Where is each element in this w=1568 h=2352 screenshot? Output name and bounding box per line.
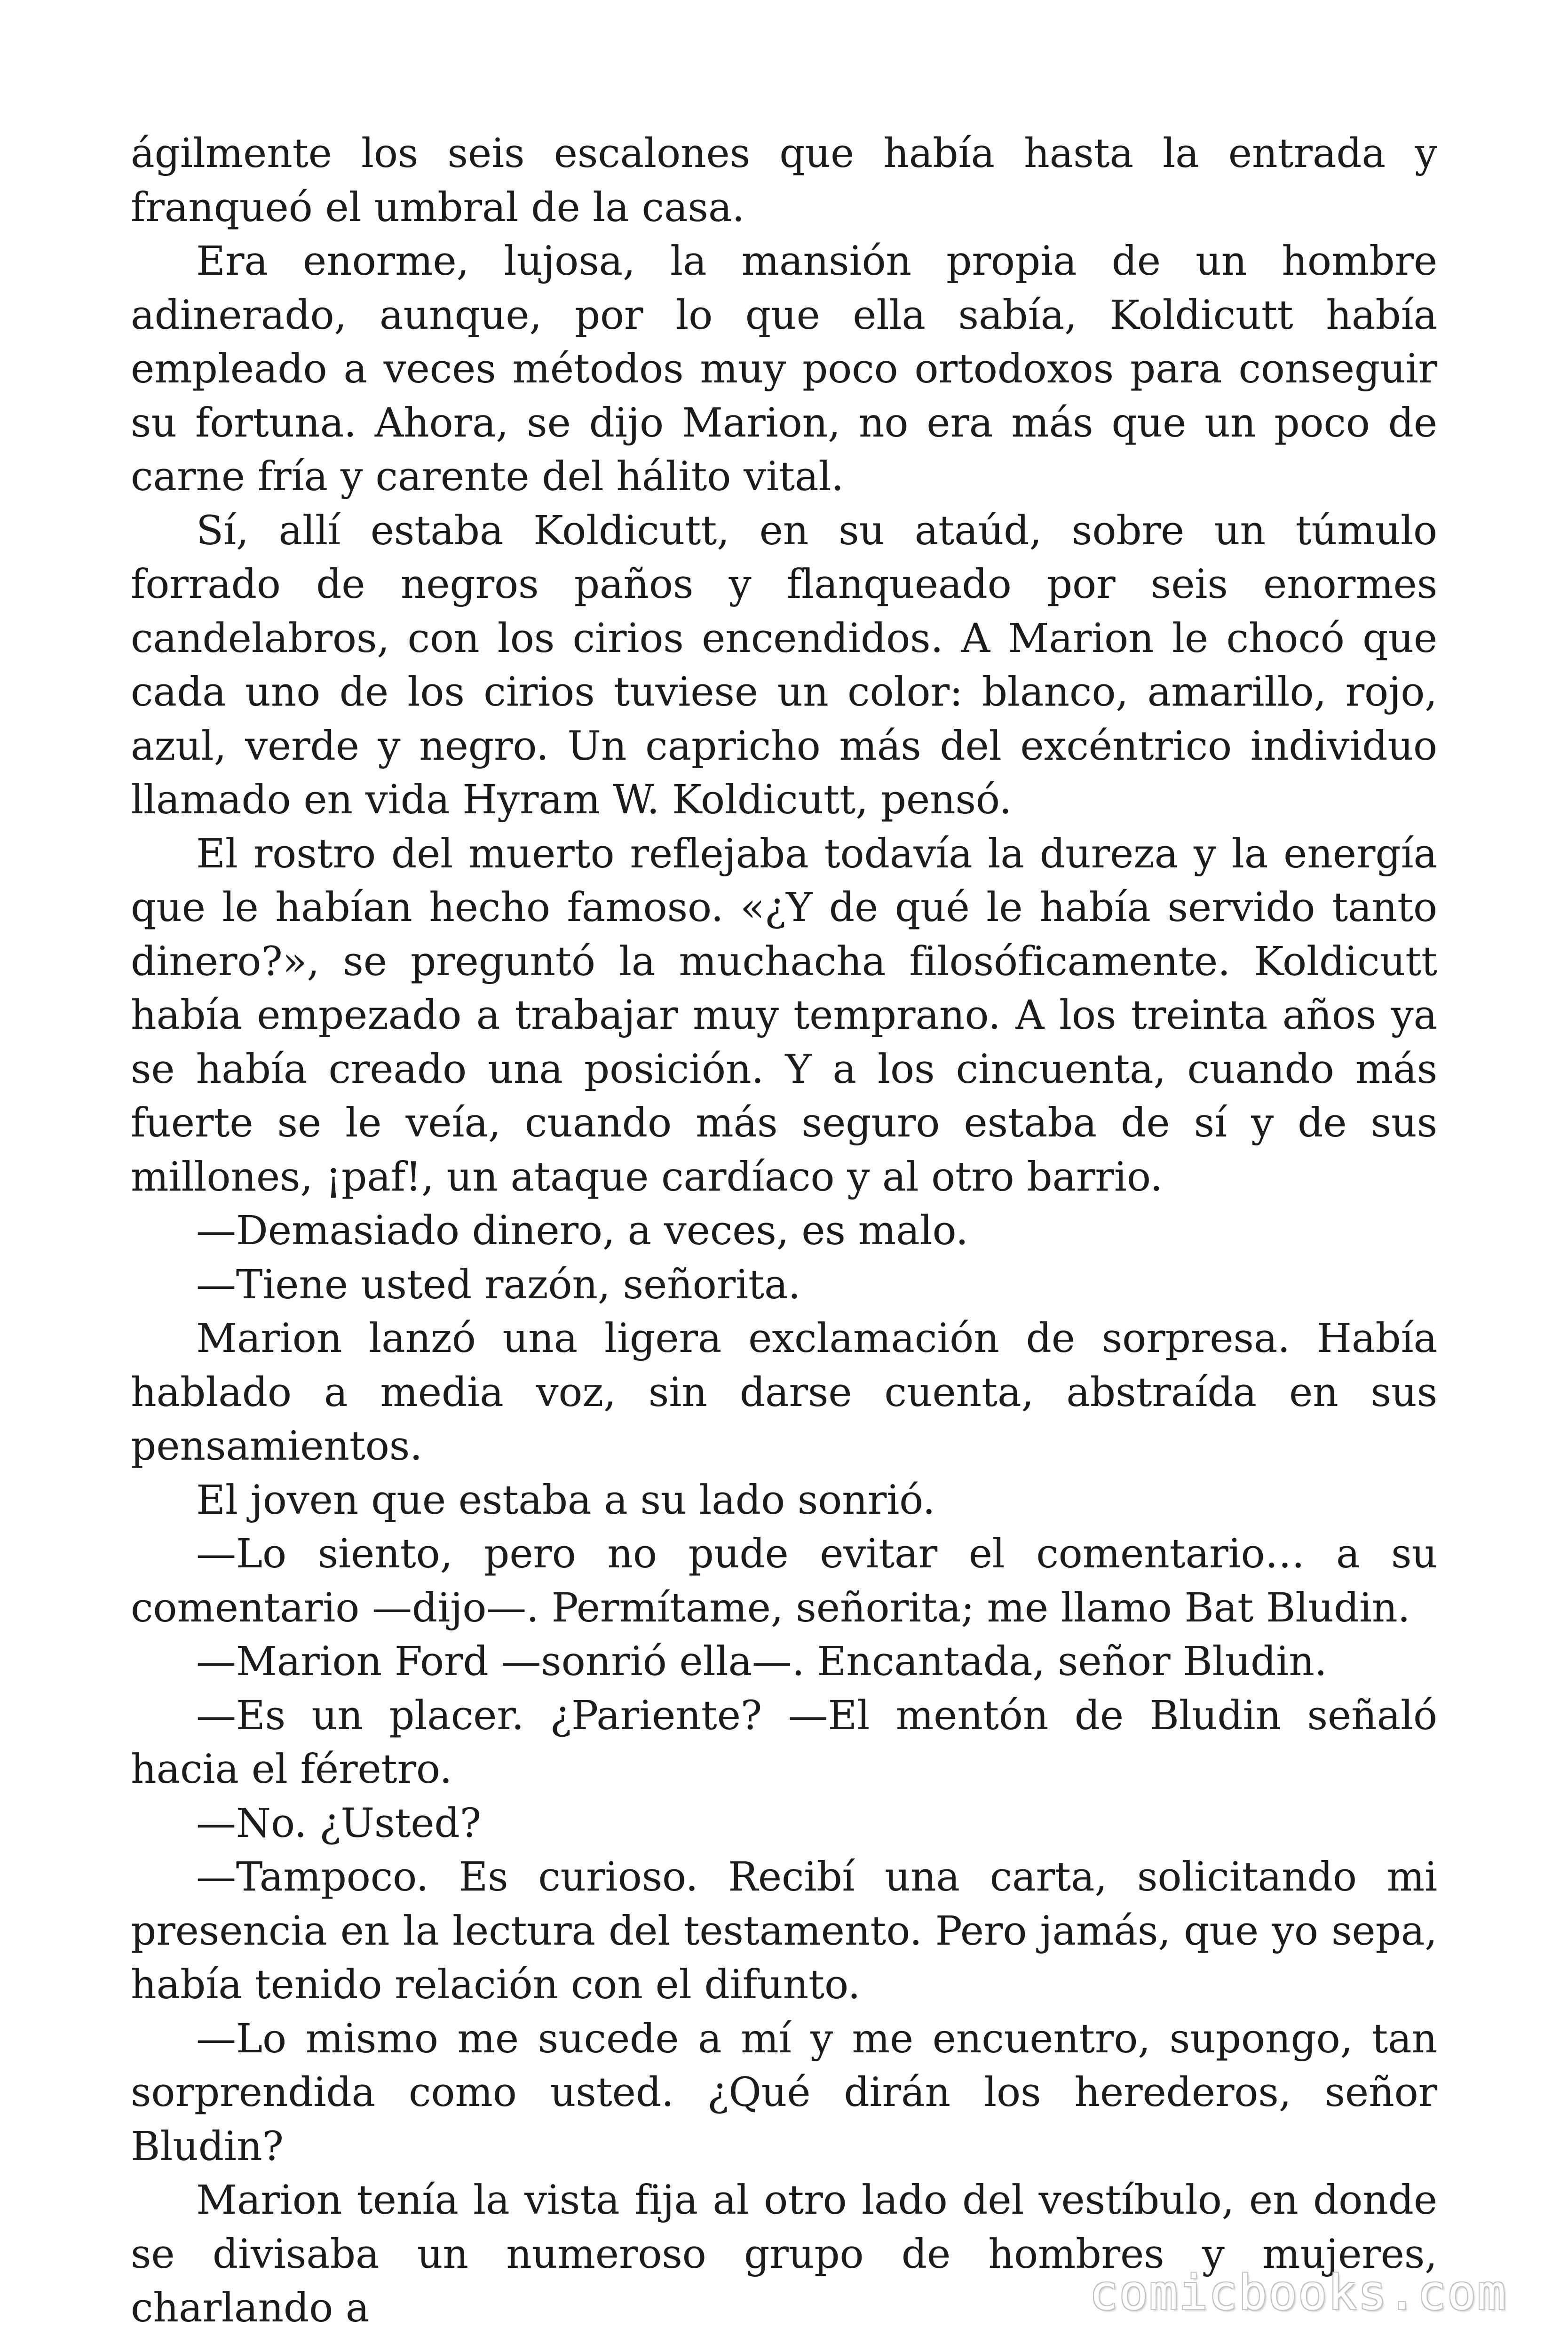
dialogue-line: —Demasiado dinero, a veces, es malo. [196,1208,968,1254]
paragraph: Sí, allí estaba Koldicutt, en su ataúd, sobre un túmulo forrado de negros paños y flanqueado por seis enormes candelabros, con los cirios encendidos. A Marion le chocó que cada uno de los cirios tuviese un color: blanco, amarillo, rojo, azul, verde y negro. Un capricho más del excéntrico individuo llamado en vida Hyram W. Koldicutt, pensó. [131,507,1437,823]
paragraph: Marion tenía la vista fija al otro lado del vestíbulo, en donde se divisaba un numeroso grupo de hombres y mujeres, charlando a [131,2177,1437,2331]
book-page-text [131,127,1437,2336]
paragraph: ágilmente los seis escalones que había hasta la entrada y franqueó el umbral de la casa. [131,130,1437,231]
watermark-text: comicbooks.com [1089,2265,1507,2321]
dialogue-line: —Lo siento, pero no pude evitar el comentario… a su comentario —dijo—. Permítame, señorita; me llamo Bat Bludin. [131,1531,1437,1631]
paragraph: Marion lanzó una ligera exclamación de sorpresa. Había hablado a media voz, sin darse cuenta, abstraída en sus pensamientos. [131,1315,1437,1470]
paragraph: Era enorme, lujosa, la mansión propia de un hombre adinerado, aunque, por lo que ella sabía, Koldicutt había empleado a veces métodos muy poco ortodoxos para conseguir su fortuna. Ahora, se dijo Marion, no era más que un poco de carne fría y carente del hálito vital. [131,238,1437,500]
dialogue-line: —Es un placer. ¿Pariente? —El mentón de Bludin señaló hacia el féretro. [131,1692,1437,1793]
dialogue-line: —Marion Ford —sonrió ella—. Encantada, señor Bludin. [196,1638,1327,1685]
dialogue-line: —Lo mismo me sucede a mí y me encuentro, supongo, tan sorprendida como usted. ¿Qué dirán los herederos, señor Bludin? [131,2015,1437,2170]
dialogue-line: —No. ¿Usted? [196,1800,481,1847]
dialogue-line: —Tiene usted razón, señorita. [196,1261,801,1308]
paragraph: El joven que estaba a su lado sonrió. [196,1477,935,1524]
paragraph: El rostro del muerto reflejaba todavía la dureza y la energía que le habían hecho famoso. «¿Y de qué le había servido tanto dinero?», se preguntó la muchacha filosóficamente. Koldicutt había empezado a trabajar muy temprano. A los treinta años ya se había creado una posición. Y a los cincuenta, cuando más fuerte se le veía, cuando más seguro estaba de sí y de sus millones, ¡paf!, un ataque cardíaco y al otro barrio. [131,830,1437,1200]
dialogue-line: —Tampoco. Es curioso. Recibí una carta, solicitando mi presencia en la lectura del testamento. Pero jamás, que yo sepa, había tenido relación con el difunto. [131,1854,1437,2008]
